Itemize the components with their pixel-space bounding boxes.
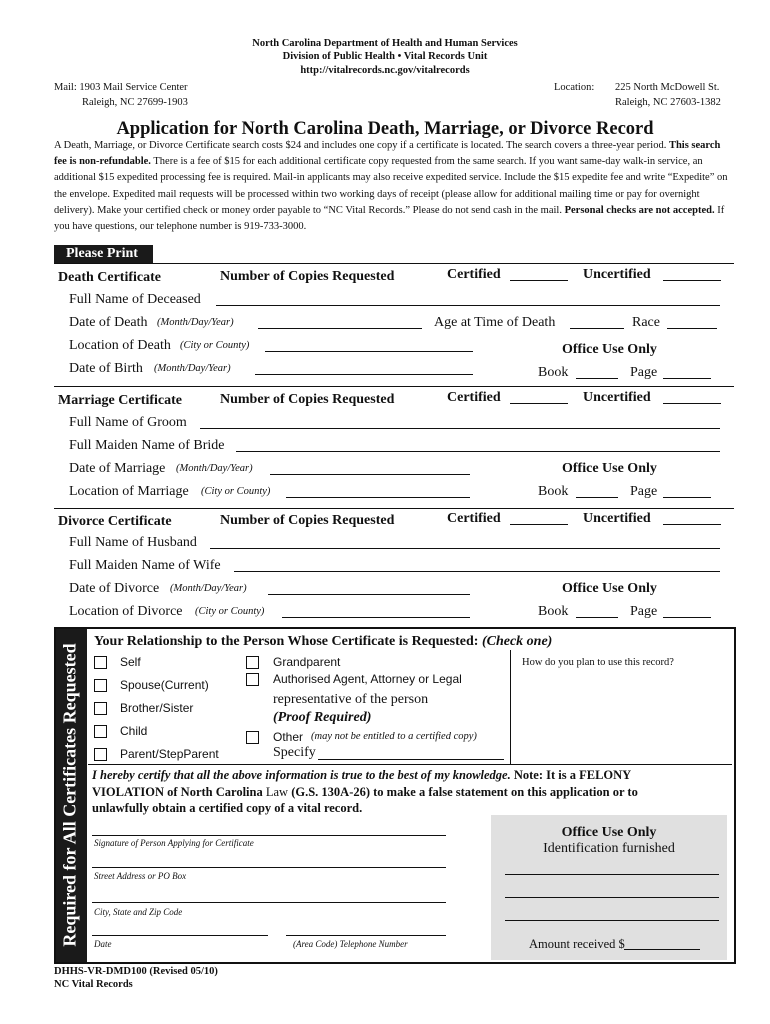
identification-line-1[interactable]: [505, 874, 719, 875]
self-option-label: Self: [120, 655, 141, 669]
groom-name-label: Full Name of Groom: [69, 415, 187, 430]
certify-felony-text: Note: It is a FELONY: [510, 768, 632, 782]
required-side-label: Required for All Certificates Requested: [59, 643, 80, 947]
death-book-field[interactable]: [576, 378, 618, 379]
date-of-divorce-label: Date of Divorce: [69, 581, 160, 596]
agent-checkbox[interactable]: [246, 673, 259, 686]
grandparent-checkbox[interactable]: [246, 656, 259, 669]
department-name: North Carolina Department of Health and Human Services: [252, 38, 518, 49]
death-book-label: Book: [538, 365, 569, 380]
marriage-office-use-label: Office Use Only: [562, 461, 657, 476]
instructions-paragraph: [54, 138, 734, 235]
intro-non-refundable: This search fee is non-refundable.: [54, 140, 721, 168]
death-uncertified-count-field[interactable]: [663, 280, 721, 281]
deceased-name-field[interactable]: [216, 305, 720, 306]
death-page-field[interactable]: [663, 378, 711, 379]
location-of-marriage-hint: (City or County): [201, 486, 271, 497]
signature-label: Signature of Person Applying for Certificate: [94, 838, 254, 848]
intro-text-2: There is a fee of $15 for each additional certificate copy requested from the same search. If you want same-day walk-in service, an additional $15 expedited processing fee is required. Mail-in applicants may also receive expedited service. Include the $15 expedite fee and write “Expedite” on the envelope. Expedited mail requests will be processed within two working days of receipt (please allow for additional mailing time or pay for overnight delivery). Make your certified check or money order payable to “NC Vital Records.” Please do not send cash in the mail.: [54, 156, 728, 216]
certify-violation-text: VIOLATION of North Carolina: [92, 784, 266, 799]
section-divider: [54, 263, 734, 264]
divorce-uncertified-label: Uncertified: [583, 511, 651, 526]
date-field[interactable]: [92, 935, 268, 936]
wife-name-label: Full Maiden Name of Wife: [69, 558, 221, 573]
death-page-label: Page: [630, 365, 658, 380]
date-of-death-format-hint: (Month/Day/Year): [157, 317, 234, 328]
location-of-marriage-field[interactable]: [286, 497, 470, 498]
certify-divider: [88, 764, 732, 765]
form-number: DHHS-VR-DMD100 (Revised 05/10): [54, 966, 218, 977]
mail-address-line1: Mail: 1903 Mail Service Center: [54, 82, 188, 93]
location-of-divorce-hint: (City or County): [195, 606, 265, 617]
death-certified-label: Certified: [447, 267, 501, 282]
identification-line-2[interactable]: [505, 897, 719, 898]
proof-required-note: (Proof Required): [273, 710, 372, 725]
location-line1: 225 North McDowell St.: [615, 82, 720, 93]
date-of-marriage-field[interactable]: [270, 474, 470, 475]
certify-statute-text: (G.S. 130A-26) to make a false statement on this application or to: [288, 784, 638, 799]
location-of-death-label: Location of Death: [69, 338, 171, 353]
date-of-death-field[interactable]: [258, 328, 422, 329]
section-divider: [54, 386, 734, 387]
section-divider: [54, 508, 734, 509]
marriage-book-label: Book: [538, 484, 569, 499]
divorce-book-label: Book: [538, 604, 569, 619]
street-address-label: Street Address or PO Box: [94, 871, 187, 881]
divorce-copies-label: Number of Copies Requested: [220, 513, 395, 528]
identification-line-3[interactable]: [505, 920, 719, 921]
record-use-question: How do you plan to use this record?: [522, 657, 674, 668]
agent-representative-text: representative of the person: [273, 692, 429, 707]
other-option-note: (may not be entitled to a certified copy): [311, 731, 477, 742]
death-certified-count-field[interactable]: [510, 280, 568, 281]
mail-address-line2: Raleigh, NC 27699-1903: [82, 97, 188, 108]
certification-statement: [92, 767, 638, 817]
sibling-checkbox[interactable]: [94, 702, 107, 715]
wife-name-field[interactable]: [234, 571, 720, 572]
date-of-death-label: Date of Death: [69, 315, 148, 330]
date-of-marriage-format-hint: (Month/Day/Year): [176, 463, 253, 474]
city-state-zip-label: City, State and Zip Code: [94, 907, 183, 917]
location-of-death-hint: (City or County): [180, 340, 250, 351]
date-of-divorce-format-hint: (Month/Day/Year): [170, 583, 247, 594]
page-title: Application for North Carolina Death, Marriage, or Divorce Record: [116, 119, 654, 139]
city-state-zip-field[interactable]: [92, 902, 446, 903]
telephone-label: (Area Code) Telephone Number: [293, 939, 408, 949]
telephone-field[interactable]: [286, 935, 446, 936]
specify-field[interactable]: [318, 759, 504, 760]
child-option-label: Child: [120, 724, 148, 738]
age-at-death-field[interactable]: [570, 328, 624, 329]
divorce-office-use-label: Office Use Only: [562, 581, 657, 596]
deceased-name-label: Full Name of Deceased: [69, 292, 201, 307]
street-address-field[interactable]: [92, 867, 446, 868]
death-uncertified-label: Uncertified: [583, 267, 651, 282]
bride-name-field[interactable]: [236, 451, 720, 452]
location-of-divorce-label: Location of Divorce: [69, 604, 183, 619]
date-of-birth-format-hint: (Month/Day/Year): [154, 363, 231, 374]
division-name: Division of Public Health • Vital Records Unit: [282, 51, 488, 62]
marriage-uncertified-label: Uncertified: [583, 390, 651, 405]
marriage-page-field[interactable]: [663, 497, 711, 498]
location-of-marriage-label: Location of Marriage: [69, 484, 189, 499]
identification-furnished-label: Identification furnished: [543, 841, 675, 856]
marriage-page-label: Page: [630, 484, 658, 499]
signature-field[interactable]: [92, 835, 446, 836]
amount-received-field[interactable]: [624, 949, 700, 950]
date-of-birth-field[interactable]: [255, 374, 473, 375]
location-of-death-field[interactable]: [265, 351, 473, 352]
marriage-section-title: Marriage Certificate: [58, 393, 182, 408]
self-checkbox[interactable]: [94, 656, 107, 669]
divorce-book-field[interactable]: [576, 617, 618, 618]
death-copies-label: Number of Copies Requested: [220, 269, 395, 284]
intro-text-1: A Death, Marriage, or Divorce Certificate search costs $24 and includes one copy if a certificate is located. The search covers a three-year period.: [54, 140, 669, 151]
date-of-marriage-label: Date of Marriage: [69, 461, 166, 476]
divorce-certified-label: Certified: [447, 511, 501, 526]
relationship-question: [94, 634, 552, 650]
intro-no-personal-checks: Personal checks are not accepted.: [564, 204, 715, 216]
race-field[interactable]: [667, 328, 717, 329]
parent-checkbox[interactable]: [94, 748, 107, 761]
divorce-certified-count-field[interactable]: [510, 524, 568, 525]
marriage-uncertified-count-field[interactable]: [663, 403, 721, 404]
office-use-panel-title: Office Use Only: [561, 825, 657, 840]
marriage-certified-label: Certified: [447, 390, 501, 405]
spouse-checkbox[interactable]: [94, 679, 107, 692]
check-one-hint: (Check one): [481, 634, 553, 649]
agency-name: NC Vital Records: [54, 979, 133, 990]
certify-italic-text: I hereby certify that all the above information is true to the best of my knowledge.: [92, 768, 511, 782]
parent-option-label: Parent/StepParent: [120, 747, 219, 761]
husband-name-label: Full Name of Husband: [69, 535, 197, 550]
date-label: Date: [94, 939, 112, 949]
sibling-option-label: Brother/Sister: [120, 701, 194, 715]
other-checkbox[interactable]: [246, 731, 259, 744]
please-print-label: Please Print: [66, 246, 138, 261]
marriage-copies-label: Number of Copies Requested: [220, 392, 395, 407]
agent-option-label: Authorised Agent, Attorney or Legal: [273, 672, 462, 686]
specify-label: Specify: [273, 745, 316, 760]
bride-name-label: Full Maiden Name of Bride: [69, 438, 225, 453]
divorce-page-label: Page: [630, 604, 658, 619]
relationship-question-text: Your Relationship to the Person Whose Certificate is Requested:: [94, 634, 479, 649]
husband-name-field[interactable]: [210, 548, 720, 549]
child-checkbox[interactable]: [94, 725, 107, 738]
intro-text-3: If you have questions, our telephone number is 919-733-3000.: [54, 204, 725, 233]
other-option-label: Other: [273, 730, 304, 744]
website-url[interactable]: http://vitalrecords.nc.gov/vitalrecords: [300, 65, 470, 76]
date-of-divorce-field[interactable]: [268, 594, 470, 595]
amount-received-label: Amount received $: [529, 937, 625, 951]
divorce-uncertified-count-field[interactable]: [663, 524, 721, 525]
spouse-option-label: Spouse(Current): [120, 678, 209, 692]
grandparent-option-label: Grandparent: [273, 655, 341, 669]
location-label: Location:: [554, 82, 595, 93]
location-of-divorce-field[interactable]: [282, 617, 470, 618]
marriage-book-field[interactable]: [576, 497, 618, 498]
divorce-page-field[interactable]: [663, 617, 711, 618]
marriage-certified-count-field[interactable]: [510, 403, 568, 404]
age-at-death-label: Age at Time of Death: [434, 315, 556, 330]
death-office-use-label: Office Use Only: [562, 342, 657, 357]
race-label: Race: [632, 315, 660, 330]
divorce-section-title: Divorce Certificate: [58, 514, 172, 529]
certify-unlawful-text: unlawfully obtain a certified copy of a vital record.: [92, 801, 363, 815]
groom-name-field[interactable]: [200, 428, 720, 429]
death-section-title: Death Certificate: [58, 270, 162, 285]
date-of-birth-label: Date of Birth: [69, 361, 143, 376]
certify-law-text: Law: [265, 784, 289, 799]
location-line2: Raleigh, NC 27603-1382: [615, 97, 721, 108]
